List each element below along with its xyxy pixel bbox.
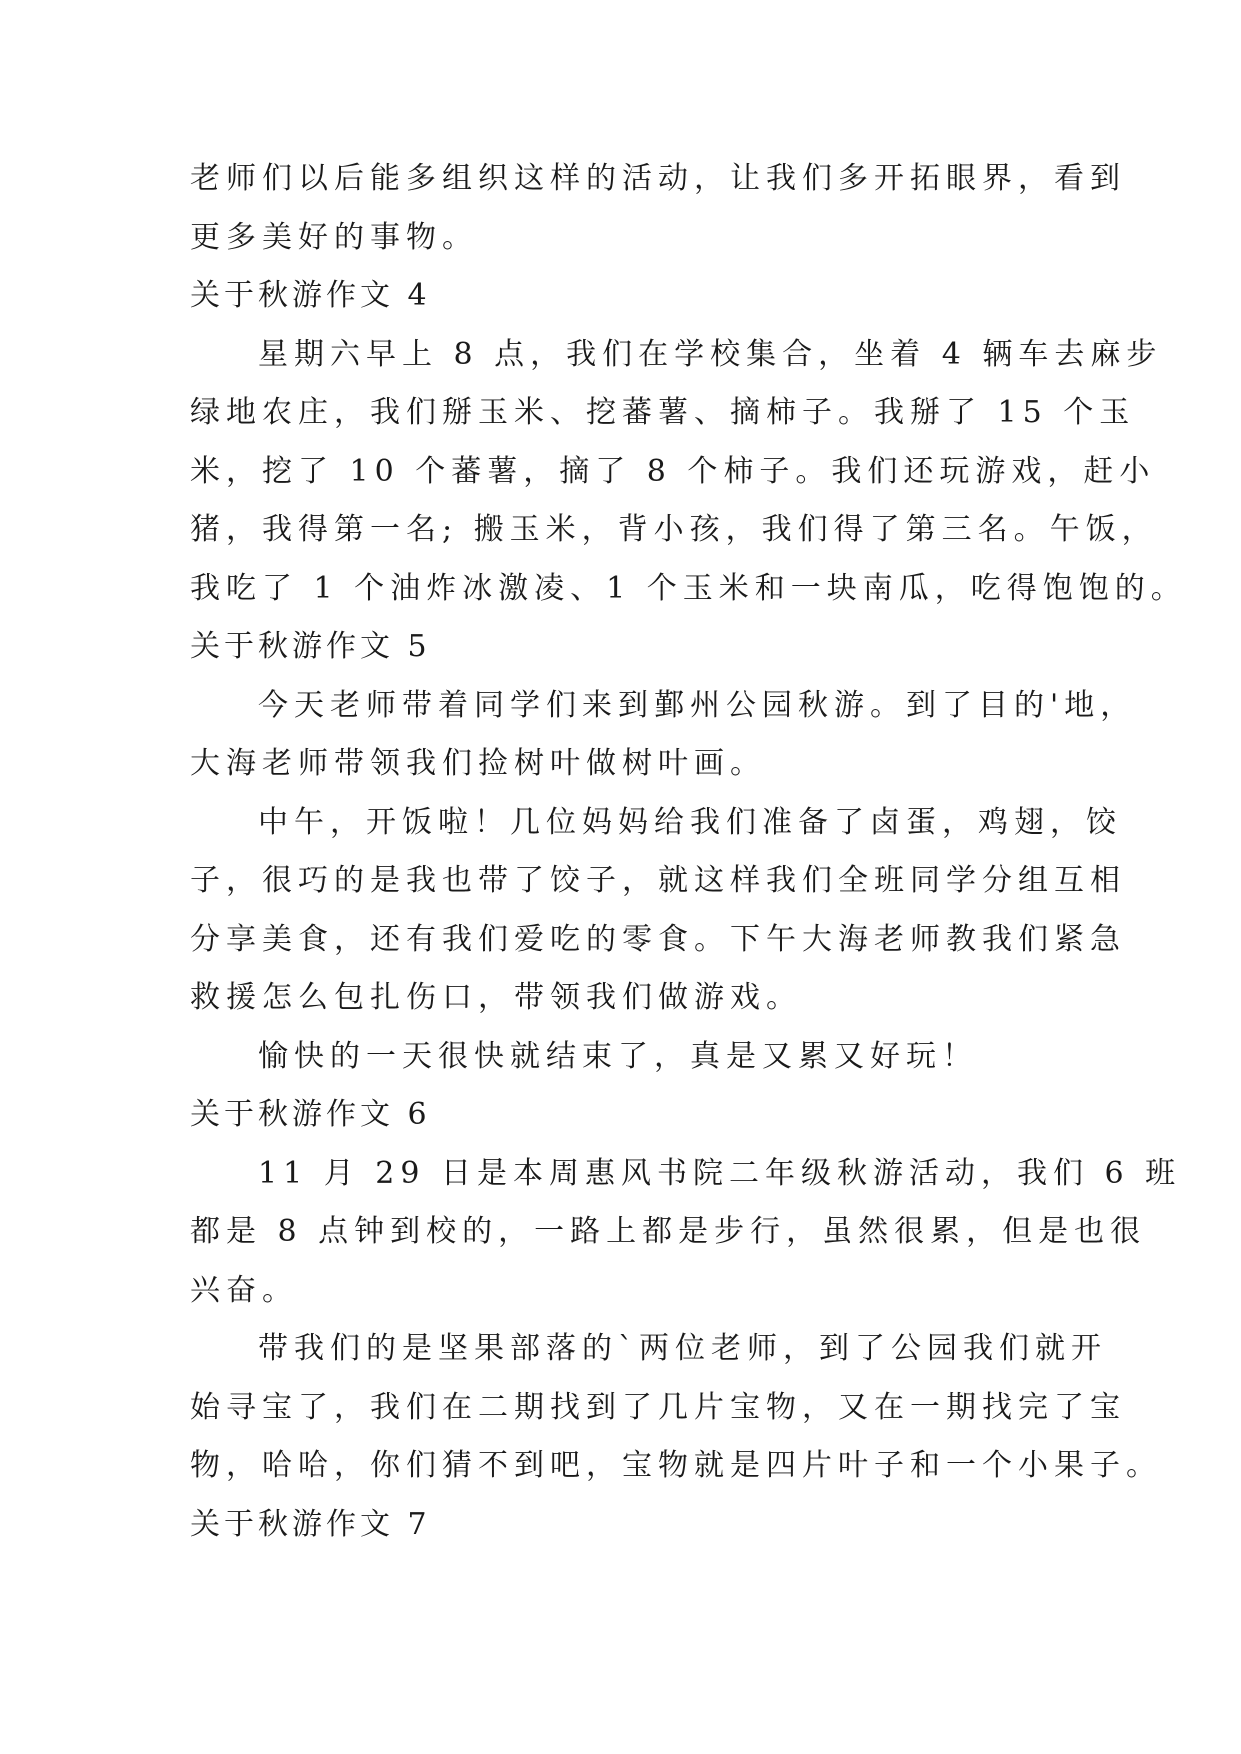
- text-line: 带我们的是坚果部落的`两位老师，到了公园我们就开: [258, 1331, 1107, 1366]
- text-line: 猪，我得第一名; 搬玉米，背小孩，我们得了第三名。午饭，: [190, 512, 1158, 547]
- text-line: 米，挖了 10 个蕃薯，摘了 8 个柿子。我们还玩游戏，赶小: [190, 453, 1156, 489]
- text-line: 始寻宝了，我们在二期找到了几片宝物，又在一期找完了宝: [190, 1389, 1126, 1425]
- section-heading: 关于秋游作文 5: [190, 629, 431, 664]
- text-line: 中午，开饭啦！几位妈妈给我们准备了卤蛋，鸡翅，饺: [258, 804, 1122, 840]
- text-line: 兴奋。: [190, 1272, 298, 1308]
- text-line: 今天老师带着同学们来到鄞州公园秋游。到了目的'地，: [258, 687, 1137, 723]
- text-line: 大海老师带领我们捡树叶做树叶画。: [190, 746, 766, 781]
- section-heading: 关于秋游作文 4: [190, 278, 431, 313]
- text-line: 星期六早上 8 点，我们在学校集合，坐着 4 辆车去麻步: [258, 336, 1163, 372]
- text-line: 11 月 29 日是本周惠风书院二年级秋游活动，我们 6 班: [258, 1155, 1182, 1191]
- text-line: 更多美好的事物。: [190, 219, 478, 255]
- text-line: 分享美食，还有我们爱吃的零食。下午大海老师教我们紧急: [190, 921, 1126, 957]
- text-line: 我吃了 1 个油炸冰激凌、1 个玉米和一块南瓜，吃得饱饱的。: [190, 570, 1187, 606]
- text-line: 都是 8 点钟到校的，一路上都是步行，虽然很累，但是也很: [190, 1214, 1147, 1249]
- section-heading: 关于秋游作文 6: [190, 1097, 431, 1132]
- section-heading: 关于秋游作文 7: [190, 1506, 431, 1542]
- text-line: 绿地农庄，我们掰玉米、挖蕃薯、摘柿子。我掰了 15 个玉: [190, 395, 1136, 430]
- text-line: 老师们以后能多组织这样的活动，让我们多开拓眼界，看到: [190, 161, 1126, 196]
- document-page: [190, 150, 1187, 1554]
- text-line: 物，哈哈，你们猜不到吧，宝物就是四片叶子和一个小果子。: [190, 1448, 1162, 1483]
- text-line: 子，很巧的是我也带了饺子，就这样我们全班同学分组互相: [190, 863, 1126, 898]
- text-line: 救援怎么包扎伤口，带领我们做游戏。: [190, 980, 802, 1015]
- text-line: 愉快的一天很快就结束了，真是又累又好玩！: [258, 1038, 978, 1074]
